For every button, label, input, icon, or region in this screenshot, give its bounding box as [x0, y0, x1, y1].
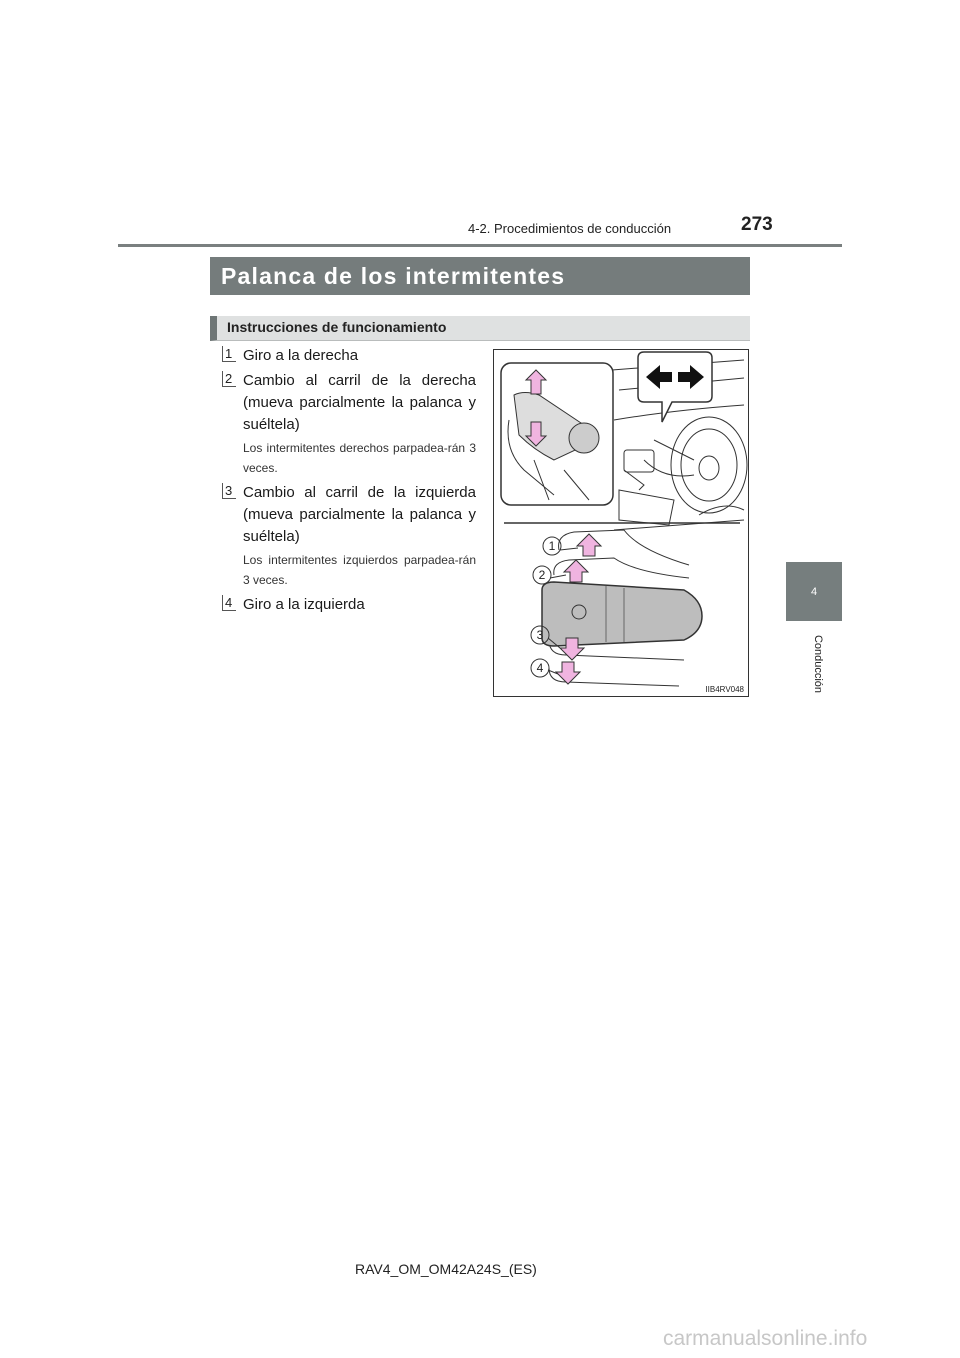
list-item [222, 482, 476, 548]
chapter-label [758, 620, 878, 708]
watermark: carmanualsonline.info [663, 1327, 868, 1350]
illustration-svg [494, 350, 748, 696]
page-number: 273 [741, 214, 773, 235]
list-item-text: Giro a la izquierda [243, 596, 365, 613]
lever-body [542, 582, 702, 646]
item-note: Los intermitentes izquierdos parpadea-rán 3 veces. [243, 553, 476, 587]
lever-hand-inset [501, 363, 613, 505]
chapter-tab [786, 562, 842, 621]
item-number-marker: 1 [222, 346, 236, 362]
item-number-marker: 3 [222, 483, 236, 499]
list-item [222, 594, 476, 616]
item-number-marker: 4 [222, 595, 236, 611]
callout-4: 4 [536, 661, 544, 675]
item-note: Los intermitentes derechos parpadea-rán 3 veces. [243, 441, 476, 475]
subsection-heading-text: Instrucciones de funcionamiento [227, 319, 447, 335]
turn-signal-illustration [493, 349, 749, 697]
callout-3: 3 [536, 628, 544, 642]
callout-2: 2 [538, 568, 546, 582]
list-item-text: Giro a la derecha [243, 347, 359, 364]
chapter-label-text: Conducción [812, 634, 824, 694]
list-item-text: Cambio al carril de la izquierda (mueva parcialmente la palanca y suéltela) [243, 484, 476, 545]
subsection-heading [210, 316, 750, 341]
page-title: Palanca de los intermitentes [210, 257, 750, 295]
section-header: 4-2. Procedimientos de conducción [468, 221, 672, 236]
list-item [222, 370, 476, 436]
callout-1: 1 [548, 539, 556, 553]
figure-code: IIB4RV048 [705, 685, 744, 694]
footer-code: RAV4_OM_OM42A24S_(ES) [355, 1261, 537, 1277]
chapter-number: 4 [810, 585, 818, 598]
header-rule [118, 244, 842, 247]
list-item-text: Cambio al carril de la derecha (mueva parcialmente la palanca y suéltela) [243, 372, 476, 433]
list-item [222, 345, 476, 367]
item-number-marker: 2 [222, 371, 236, 387]
